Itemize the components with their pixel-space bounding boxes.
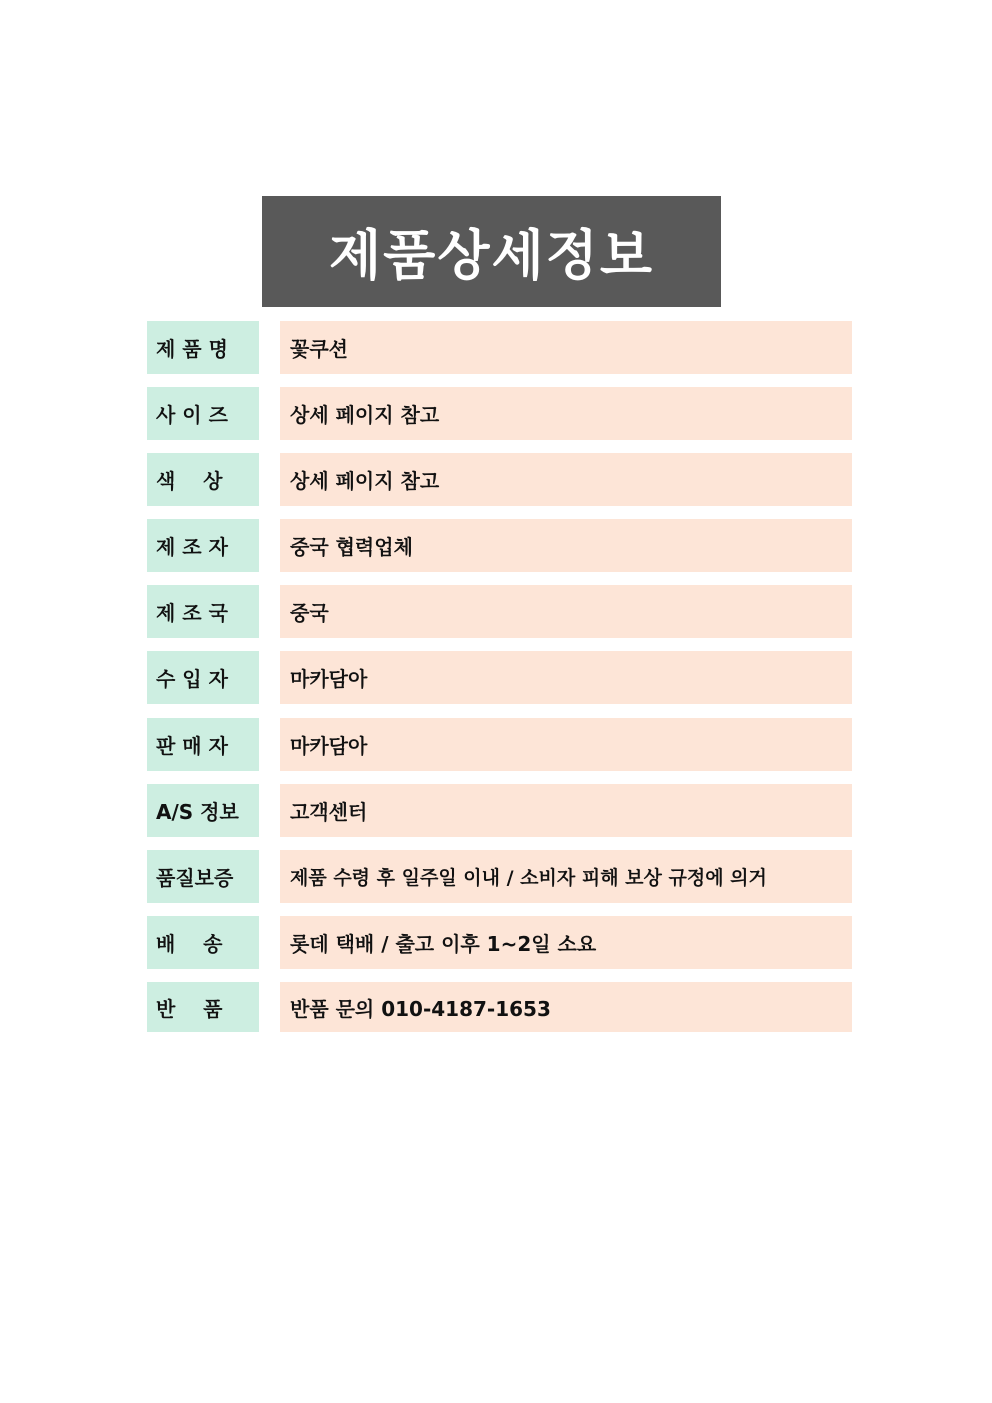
info-row-shipping (147, 916, 852, 969)
row-value: 마카담아 (280, 651, 852, 704)
row-value: 꽃쿠션 (280, 321, 852, 374)
row-value: 중국 협력업체 (280, 519, 852, 572)
row-label: 배 송 (147, 916, 259, 969)
page-title: 제품상세정보 (262, 196, 721, 307)
info-row-manufacturer (147, 519, 852, 572)
row-label: A/S 정보 (147, 784, 259, 837)
info-row-color (147, 453, 852, 506)
row-value: 마카담아 (280, 718, 852, 771)
row-value: 상세 페이지 참고 (280, 453, 852, 506)
info-row-country (147, 585, 852, 638)
info-row-return (147, 982, 852, 1032)
info-row-seller (147, 718, 852, 771)
row-label: 색 상 (147, 453, 259, 506)
row-value: 반품 문의 010-4187-1653 (280, 982, 852, 1032)
row-label: 품질보증 (147, 850, 259, 903)
row-label: 반 품 (147, 982, 259, 1032)
row-value: 롯데 택배 / 출고 이후 1~2일 소요 (280, 916, 852, 969)
info-row-as (147, 784, 852, 837)
row-label: 판 매 자 (147, 718, 259, 771)
row-value: 중국 (280, 585, 852, 638)
row-value: 제품 수령 후 일주일 이내 / 소비자 피해 보상 규정에 의거 (280, 850, 852, 903)
row-label: 제 조 자 (147, 519, 259, 572)
row-value: 상세 페이지 참고 (280, 387, 852, 440)
row-label: 제 조 국 (147, 585, 259, 638)
info-row-product-name (147, 321, 852, 374)
row-value: 고객센터 (280, 784, 852, 837)
info-row-importer (147, 651, 852, 704)
info-row-warranty (147, 850, 852, 903)
row-label: 제 품 명 (147, 321, 259, 374)
row-label: 수 입 자 (147, 651, 259, 704)
row-label: 사 이 즈 (147, 387, 259, 440)
info-row-size (147, 387, 852, 440)
